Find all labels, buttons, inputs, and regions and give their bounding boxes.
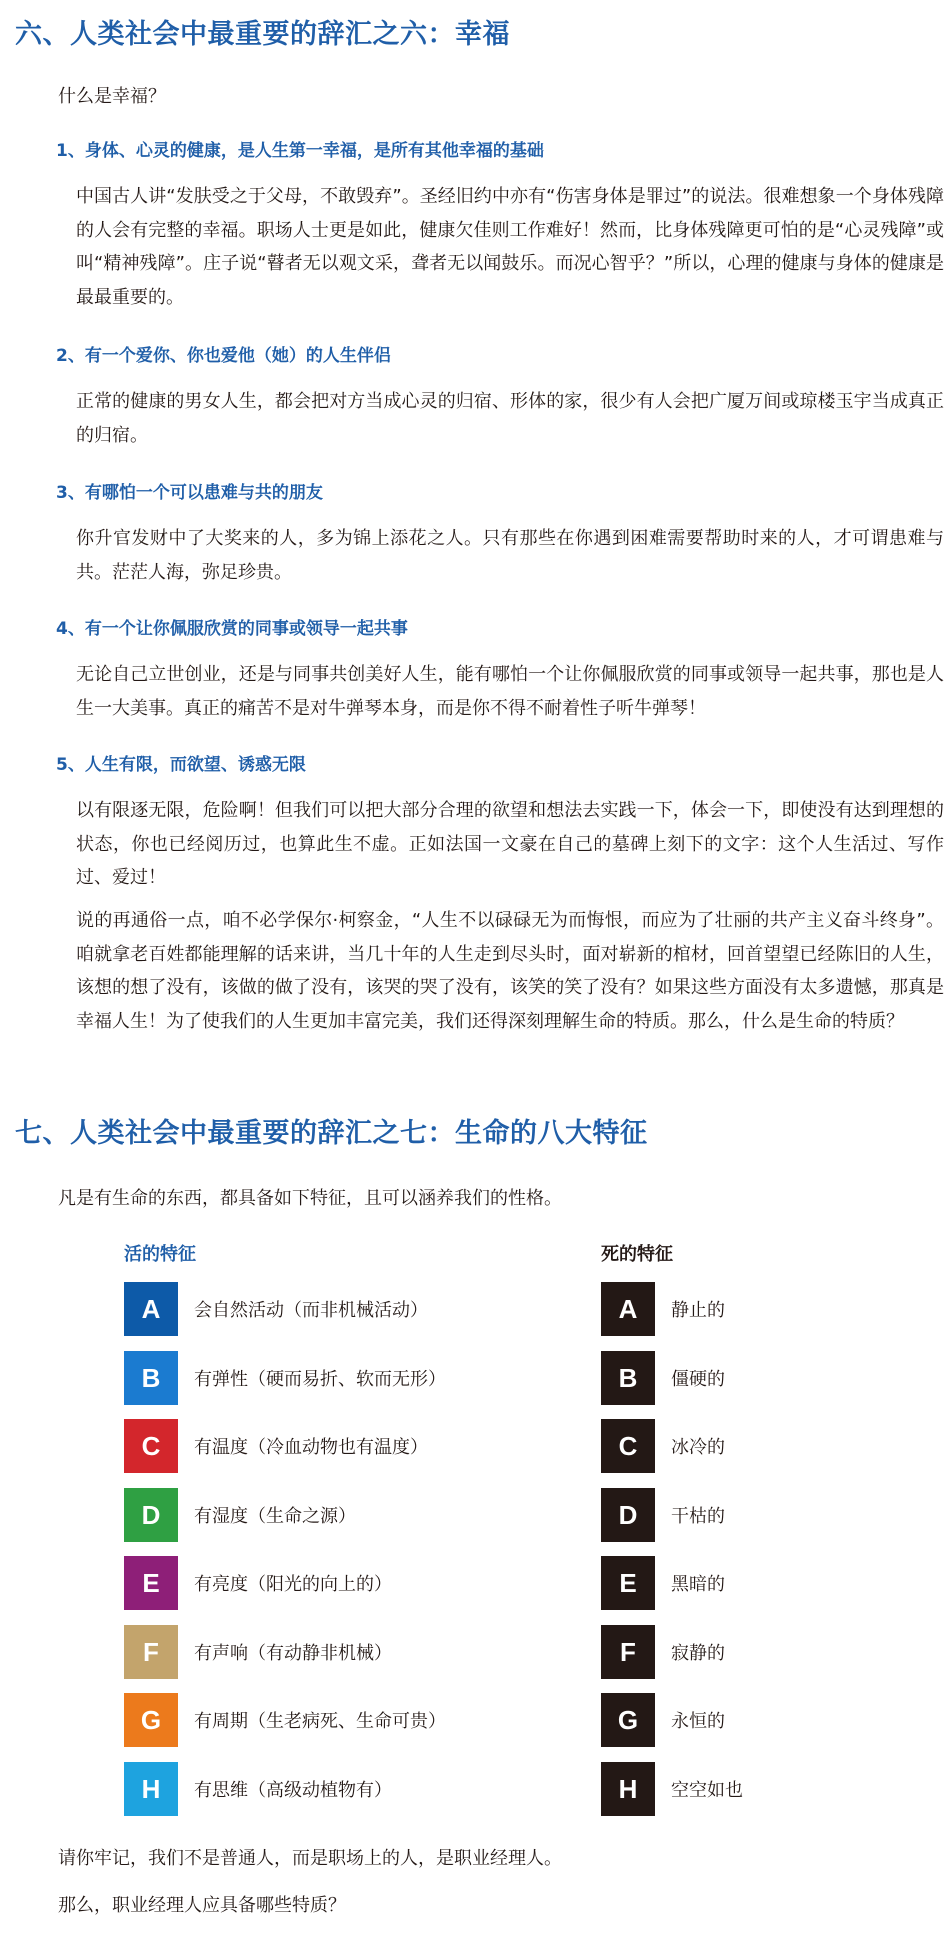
item1-paragraph: 中国古人讲“发肤受之于父母，不敢毁弃”。圣经旧约中亦有“伤害身体是罪过”的说法。很难想象一个身体残障的人会有完整的幸福。职场人士更是如此，健康欠佳则工作难好！然而，比身体残障更可怕的是“心灵残障”或叫“精神残障”。庄子说“瞽者无以观文采，聋者无以闻鼓乐。而况心智乎？”所以，心理的健康与身体的健康是最最重要的。 <box>76 186 944 308</box>
live-feature-badge: A <box>124 1282 178 1336</box>
dead-feature-text: 僵硬的 <box>671 1369 725 1390</box>
live-feature-badge: C <box>124 1419 178 1473</box>
live-feature-badge: H <box>124 1762 178 1816</box>
item3-paragraph: 你升官发财中了大奖来的人，多为锦上添花之人。只有那些在你遇到困难需要帮助时来的人，才可谓患难与共。茫茫人海，弥足珍贵。 <box>76 528 944 583</box>
dead-feature-badge: H <box>601 1762 655 1816</box>
section6-title: 六、人类社会中最重要的辞汇之六：幸福 <box>15 19 510 50</box>
live-feature-badge: F <box>124 1625 178 1679</box>
section6-question: 什么是幸福？ <box>58 86 166 107</box>
live-feature-text: 有周期（生老病死、生命可贵） <box>194 1711 446 1732</box>
live-feature-badge: E <box>124 1556 178 1610</box>
section7-title: 七、人类社会中最重要的辞汇之七：生命的八大特征 <box>15 1118 648 1149</box>
dead-feature-badge: F <box>601 1625 655 1679</box>
live-feature-row <box>124 1693 446 1747</box>
dead-feature-badge: D <box>601 1488 655 1542</box>
live-feature-row <box>124 1282 428 1336</box>
item5-paragraph-2: 说的再通俗一点，咱不必学保尔·柯察金，“人生不以碌碌无为而悔恨，而应为了壮丽的共产主义奋斗终身”。咱就拿老百姓都能理解的话来讲，当几十年的人生走到尽头时，面对崭新的棺材，回首望望已经陈旧的人生，该想的想了没有，该做的做了没有，该哭的哭了没有，该笑的笑了没有？如果这些方面没有太多遗憾，那真是幸福人生！为了使我们的人生更加丰富完美，我们还得深刻理解生命的特质。那么，什么是生命的特质？ <box>76 910 944 1032</box>
item5-paragraph-1: 以有限逐无限，危险啊！但我们可以把大部分合理的欲望和想法去实践一下，体会一下，即使没有达到理想的状态，你也已经阅历过，也算此生不虚。正如法国一文豪在自己的墓碑上刻下的文字：这个人生活过、写作过、爱过！ <box>76 800 944 888</box>
live-feature-row <box>124 1419 428 1473</box>
item2-paragraph: 正常的健康的男女人生，都会把对方当成心灵的归宿、形体的家，很少有人会把广厦万间或琼楼玉宇当成真正的归宿。 <box>76 391 944 446</box>
item5-heading: 5、人生有限，而欲望、诱惑无限 <box>56 755 306 775</box>
live-feature-text: 会自然活动（而非机械活动） <box>194 1300 428 1321</box>
live-feature-text: 有湿度（生命之源） <box>194 1506 356 1527</box>
dead-feature-text: 空空如也 <box>671 1780 743 1801</box>
section7-intro: 凡是有生命的东西，都具备如下特征，且可以涵养我们的性格。 <box>58 1188 562 1209</box>
dead-feature-row <box>601 1419 725 1473</box>
live-feature-text: 有温度（冷血动物也有温度） <box>194 1437 428 1458</box>
live-feature-badge: G <box>124 1693 178 1747</box>
dead-feature-row <box>601 1693 725 1747</box>
dead-feature-text: 永恒的 <box>671 1711 725 1732</box>
dead-feature-badge: C <box>601 1419 655 1473</box>
item2-heading: 2、有一个爱你、你也爱他（她）的人生伴侣 <box>56 346 391 366</box>
dead-feature-text: 静止的 <box>671 1300 725 1321</box>
live-feature-row <box>124 1488 356 1542</box>
live-feature-text: 有弹性（硬而易折、软而无形） <box>194 1369 446 1390</box>
closing-line-2: 那么，职业经理人应具备哪些特质？ <box>58 1895 346 1916</box>
dead-feature-badge: A <box>601 1282 655 1336</box>
dead-feature-text: 干枯的 <box>671 1506 725 1527</box>
live-feature-row <box>124 1351 446 1405</box>
live-feature-text: 有亮度（阳光的向上的） <box>194 1574 392 1595</box>
dead-feature-badge: E <box>601 1556 655 1610</box>
dead-feature-badge: B <box>601 1351 655 1405</box>
item4-paragraph: 无论自己立世创业，还是与同事共创美好人生，能有哪怕一个让你佩服欣赏的同事或领导一起共事，那也是人生一大美事。真正的痛苦不是对牛弹琴本身，而是你不得不耐着性子听牛弹琴！ <box>76 664 944 719</box>
live-feature-row <box>124 1556 392 1610</box>
dead-feature-badge: G <box>601 1693 655 1747</box>
live-feature-row <box>124 1762 392 1816</box>
item1-heading: 1、身体、心灵的健康，是人生第一幸福，是所有其他幸福的基础 <box>56 141 544 161</box>
closing-line-1: 请你牢记，我们不是普通人，而是职场上的人，是职业经理人。 <box>58 1848 562 1869</box>
dead-feature-text: 黑暗的 <box>671 1574 725 1595</box>
live-feature-badge: B <box>124 1351 178 1405</box>
dead-feature-row <box>601 1556 725 1610</box>
live-feature-text: 有声响（有动静非机械） <box>194 1643 392 1664</box>
dead-feature-row <box>601 1625 725 1679</box>
live-feature-row <box>124 1625 392 1679</box>
dead-feature-row <box>601 1762 743 1816</box>
live-features-title: 活的特征 <box>124 1244 196 1265</box>
dead-feature-text: 冰冷的 <box>671 1437 725 1458</box>
dead-features-title: 死的特征 <box>601 1244 673 1265</box>
dead-feature-text: 寂静的 <box>671 1643 725 1664</box>
dead-feature-row <box>601 1282 725 1336</box>
dead-feature-row <box>601 1351 725 1405</box>
item4-heading: 4、有一个让你佩服欣赏的同事或领导一起共事 <box>56 619 408 639</box>
live-feature-badge: D <box>124 1488 178 1542</box>
item3-heading: 3、有哪怕一个可以患难与共的朋友 <box>56 483 323 503</box>
dead-feature-row <box>601 1488 725 1542</box>
live-feature-text: 有思维（高级动植物有） <box>194 1780 392 1801</box>
